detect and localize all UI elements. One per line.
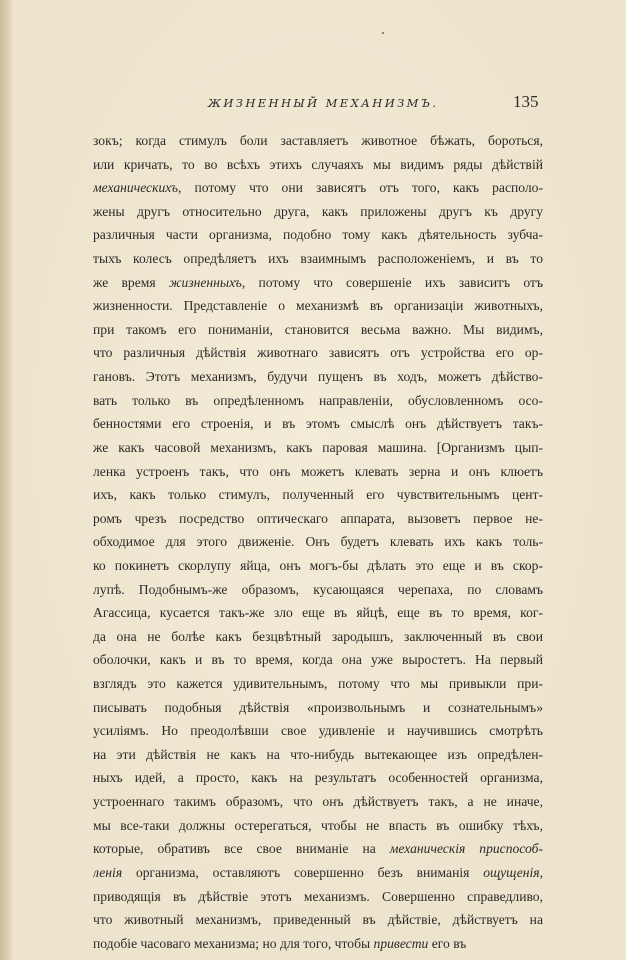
text-run: тыхъ колесъ опредѣляетъ ихъ взаимнымъ расположеніемъ, и въ то: [93, 251, 543, 267]
text-line: [93, 483, 543, 507]
text-line: [93, 648, 543, 672]
text-line: [93, 885, 543, 909]
text-run: ромъ чрезъ посредство оптическаго аппарата, вызоветъ первое не-: [93, 510, 543, 526]
text-run: ко покинетъ скорлупу яйца, онъ могъ-бы дѣлать это еще и въ скор-: [93, 557, 543, 573]
text-run: различныя части организма, подобно тому какъ дѣятельность зубча-: [93, 227, 543, 243]
text-run: ихъ, какъ только стимулъ, полученный его чувствительнымъ цент-: [93, 487, 543, 503]
italic-text: привести: [373, 935, 429, 951]
text-line: [93, 460, 543, 484]
text-line: [93, 294, 543, 318]
text-line: [93, 861, 543, 885]
text-line: [93, 365, 543, 389]
text-line: [93, 578, 543, 602]
text-run: обходимое для этого движеніе. Онъ будетъ клевать ихъ какъ толь-: [93, 534, 543, 550]
text-line: [93, 672, 543, 696]
text-run: писывать подобныя дѣйствія «произвольнымъ и сознательнымъ»: [93, 699, 543, 715]
text-run: при такомъ его пониманіи, становится весьма важно. Мы видимъ,: [93, 321, 543, 337]
text-run: или кричать, то во всѣхъ этихъ случаяхъ мы видимъ ряды дѣйствій: [93, 156, 543, 172]
text-run: жены другъ относительно друга, какъ приложены другъ къ другу: [93, 203, 543, 219]
text-line: [93, 790, 543, 814]
text-line: [93, 625, 543, 649]
text-run: приводящія въ дѣйствіе этотъ механизмъ. Совершенно справедливо,: [93, 888, 543, 904]
body-text: [93, 129, 543, 955]
text-run: гановъ. Этотъ механизмъ, будучи пущенъ въ ходъ, можетъ дѣйство-: [93, 369, 543, 385]
text-line: [93, 719, 543, 743]
text-line: [93, 436, 543, 460]
text-run: усиліямъ. Но преодолѣвши свое удивленіе и научившись смотрѣть: [93, 723, 543, 739]
text-line: [93, 247, 543, 271]
text-run: же какъ часовой механизмъ, какъ паровая машина. [Организмъ цып-: [93, 439, 543, 455]
running-title: ЖИЗНЕННЫЙ МЕХАНИЗМЪ.: [208, 96, 439, 110]
text-line: [93, 530, 543, 554]
text-line: [93, 837, 543, 861]
page-header: [0, 92, 626, 114]
text-run: же время: [93, 274, 169, 290]
text-line: [93, 341, 543, 365]
text-run: вать только въ опредѣленномъ направленіи, обусловленномъ осо-: [93, 392, 543, 408]
text-line: [93, 908, 543, 932]
text-line: [93, 176, 543, 200]
text-run: , потому что совершеніе ихъ зависитъ отъ: [241, 274, 543, 290]
page-spine-shadow: [0, 0, 14, 960]
text-run: бенностями его строенія, и въ этомъ смыслѣ онъ дѣйствуетъ такъ-: [93, 416, 543, 432]
text-run: жизненности. Представленіе о механизмѣ въ организаціи животныхъ,: [93, 298, 543, 314]
text-run: взглядъ это кажется удивительнымъ, потому что мы привыкли при-: [93, 676, 543, 692]
text-line: [93, 507, 543, 531]
text-run: организма, оставляютъ совершенно безъ вниманія: [122, 864, 484, 880]
text-run: лупѣ. Подобнымъ-же образомъ, кусающаяся черепаха, по словамъ: [93, 581, 543, 597]
text-run: что различныя дѣйствія животнаго зависятъ отъ устройства его ор-: [93, 345, 543, 361]
ink-speck: [382, 32, 384, 34]
text-run: Агассица, кусается такъ-же зло еще въ яйцѣ, еще въ то время, ког-: [93, 605, 543, 621]
italic-text: механическихъ: [93, 180, 179, 196]
italic-text: ощущенія: [483, 864, 540, 880]
text-run: оболочки, какъ и въ то время, когда она уже выростетъ. На первый: [93, 652, 543, 668]
italic-text: жизненныхъ: [168, 274, 242, 290]
text-run: на эти дѣйствія не какъ на что-нибудь вытекающее изъ опредѣлен-: [93, 746, 543, 762]
text-run: которые, обративъ все свое вниманіе на: [93, 841, 390, 857]
text-run: да она не болѣе какъ безцвѣтный зародышъ, заключенный въ свои: [93, 628, 543, 644]
text-line: [93, 318, 543, 342]
text-run: ,: [539, 864, 543, 880]
text-line: [93, 743, 543, 767]
text-run: ленка устроенъ такъ, что онъ можетъ клевать зерна и онъ клюетъ: [93, 463, 543, 479]
text-line: [93, 601, 543, 625]
text-run: его въ: [428, 935, 467, 951]
text-line: [93, 271, 543, 295]
text-line: [93, 389, 543, 413]
text-run: устроеннаго такимъ образомъ, что онъ дѣйствуетъ такъ, а не иначе,: [93, 794, 543, 810]
italic-text: механическія приспособ-: [389, 841, 543, 857]
text-run: мы все-таки должны остерегаться, чтобы не впасть въ ошибку тѣхъ,: [93, 817, 543, 833]
text-line: [93, 766, 543, 790]
page-number: 135: [513, 92, 539, 111]
text-line: [93, 554, 543, 578]
text-line: [93, 814, 543, 838]
text-run: ныхъ идей, а просто, какъ на результатъ особенностей организма,: [93, 770, 543, 786]
text-line: [93, 129, 543, 153]
text-line: [93, 696, 543, 720]
italic-text: ленія: [93, 864, 123, 880]
text-line: [93, 412, 543, 436]
text-run: , потому что они зависятъ отъ того, какъ располо-: [178, 180, 543, 196]
text-run: зокъ; когда стимулъ боли заставляетъ животное бѣжать, бороться,: [93, 133, 543, 148]
text-line: [93, 153, 543, 177]
text-run: подобіе часоваго механизма; но для того, чтобы: [93, 935, 374, 951]
text-line: [93, 932, 543, 956]
text-run: что животный механизмъ, приведенный въ дѣйствіе, дѣйствуетъ на: [93, 912, 543, 928]
text-line: [93, 223, 543, 247]
text-line: [93, 200, 543, 224]
